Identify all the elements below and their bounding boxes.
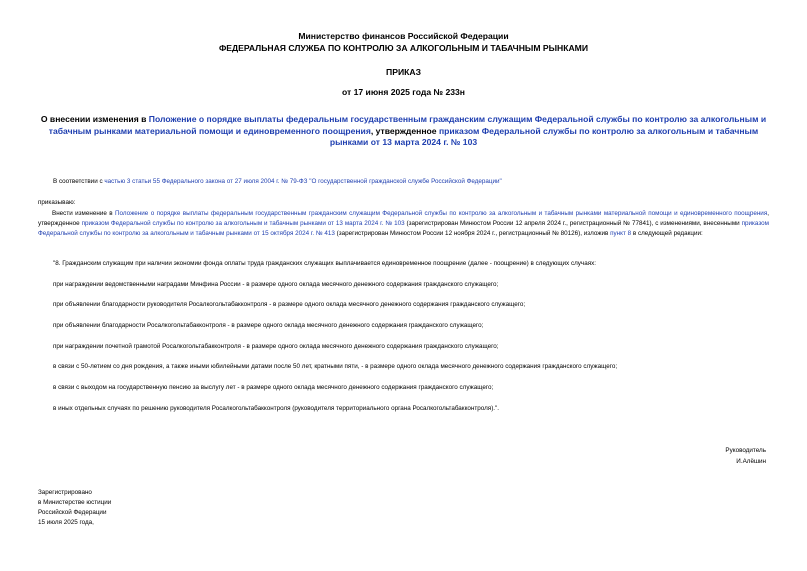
order-103-link[interactable]: приказом Федеральной службы по контролю за алкогольным и табачным рынками от 13 марта 2024 г. № 103: [81, 220, 405, 228]
clause-8-intro: "8. Гражданским служащим при наличии экономии фонда оплаты труда гражданских служащих выплачивается единовременное поощрение (далее - поощрение) в следующих случаях:: [53, 260, 597, 267]
registration-line: 15 июля 2025 года,: [38, 519, 94, 526]
title-mid: , утвержденное: [370, 125, 439, 136]
order-word: приказываю:: [38, 199, 76, 206]
list-item: в иных отдельных случаях по решению руководителя Росалкогольтабакконтроля (руководителя территориального органа Росалкогольтабакконтроля).".: [53, 405, 500, 412]
list-item: в связи с 50-летием со дня рождения, а также иными юбилейными датами после 50 лет, кратными пяти, - в размере одного оклада месячного денежного содержания гражданского служащего;: [53, 363, 618, 370]
registration-block: [38, 488, 111, 528]
title-regulation-link[interactable]: Положение о порядке выплаты федеральным государственным гражданским служащим Федеральной службы по контролю за алкогольным и табачным рынками материальной помощи и единовременного поощрения: [48, 114, 767, 136]
list-item: при награждении почетной грамотой Росалкогольтабакконтроля - в размере одного оклада месячного денежного содержания гражданского служащего;: [53, 343, 499, 350]
document-title: [40, 114, 767, 149]
service-name: ФЕДЕРАЛЬНАЯ СЛУЖБА ПО КОНТРОЛЮ ЗА АЛКОГОЛЬНЫМ И ТАБАЧНЫМ РЫНКАМИ: [218, 43, 589, 53]
registration-line: Российской Федерации: [38, 509, 107, 516]
list-item: в связи с выходом на государственную пенсию за выслугу лет - в размере одного оклада месячного денежного содержания гражданского служащего;: [53, 384, 494, 391]
signature-position: Руководитель: [725, 447, 766, 454]
list-item: при награждении ведомственными наградами Минфина России - в размере одного оклада месячного денежного содержания гражданского служащего;: [53, 281, 499, 288]
regulation-link[interactable]: Положение о порядке выплаты федеральным государственным гражданским служащим Федеральной службы по контролю за алкогольным и табачным рынками материальной помощи и единовременного поощрения: [115, 210, 768, 217]
title-prefix: О внесении изменения в: [40, 114, 149, 124]
federal-law-link[interactable]: частью 3 статьи 55 Федерального закона от 27 июля 2004 г. № 79-ФЗ "О государственной гражданской службе Российской Федерации": [104, 178, 502, 185]
registration-line: в Министерстве юстиции: [38, 499, 112, 506]
signature-name: И.Алёшин: [736, 457, 766, 465]
change-paragraph: Внести изменение в Положение о порядке выплаты федеральным государственным гражданским служащим Федеральной службы по контролю за алкогольным и табачным рынками материальной помощи и единовременного поощрения, утвержденное приказом Федеральной службы по контролю за алкогольным и табачным рынками от 13 марта 2024 г. № 103 (зарегистрирован Минюстом России 12 апреля 2024 г., регистрационный № 77841), с изменениями, внесенными приказом Федеральной службы по контролю за алкогольным и табачным рынками от 15 октября 2024 г. № 413 (зарегистрирован Минюстом России 12 ноября 2024 г., регистрационный № 80126), изложив пункт 8 в следующей редакции:: [38, 210, 769, 238]
list-item: при объявлении благодарности руководителя Росалкогольтабакконтроля - в размере одного оклада месячного денежного содержания гражданского служащего;: [53, 301, 526, 308]
registration-line: Зарегистрировано: [38, 489, 92, 496]
order-413-link[interactable]: приказом Федеральной службы по контролю за алкогольным и табачным рынками от 15 октября 2024 г. № 413: [38, 220, 769, 238]
clause-8-link[interactable]: пункт 8: [610, 230, 632, 238]
title-order-link[interactable]: приказом Федеральной службы по контролю за алкогольным и табачным рынками от 13 марта 2024 г. № 103: [329, 125, 759, 147]
basis-prefix: В соответствии с: [53, 178, 105, 185]
document-type: ПРИКАЗ: [386, 67, 421, 77]
legal-basis: [53, 177, 773, 187]
ministry-name: Министерство финансов Российской Федерации: [298, 31, 509, 41]
document-date-number: от 17 июня 2025 года № 233н: [341, 87, 466, 97]
list-item: при объявлении благодарности Росалкогольтабакконтроля - в размере одного оклада месячного денежного содержания гражданского служащего;: [53, 322, 484, 329]
signature-block: [725, 446, 766, 467]
